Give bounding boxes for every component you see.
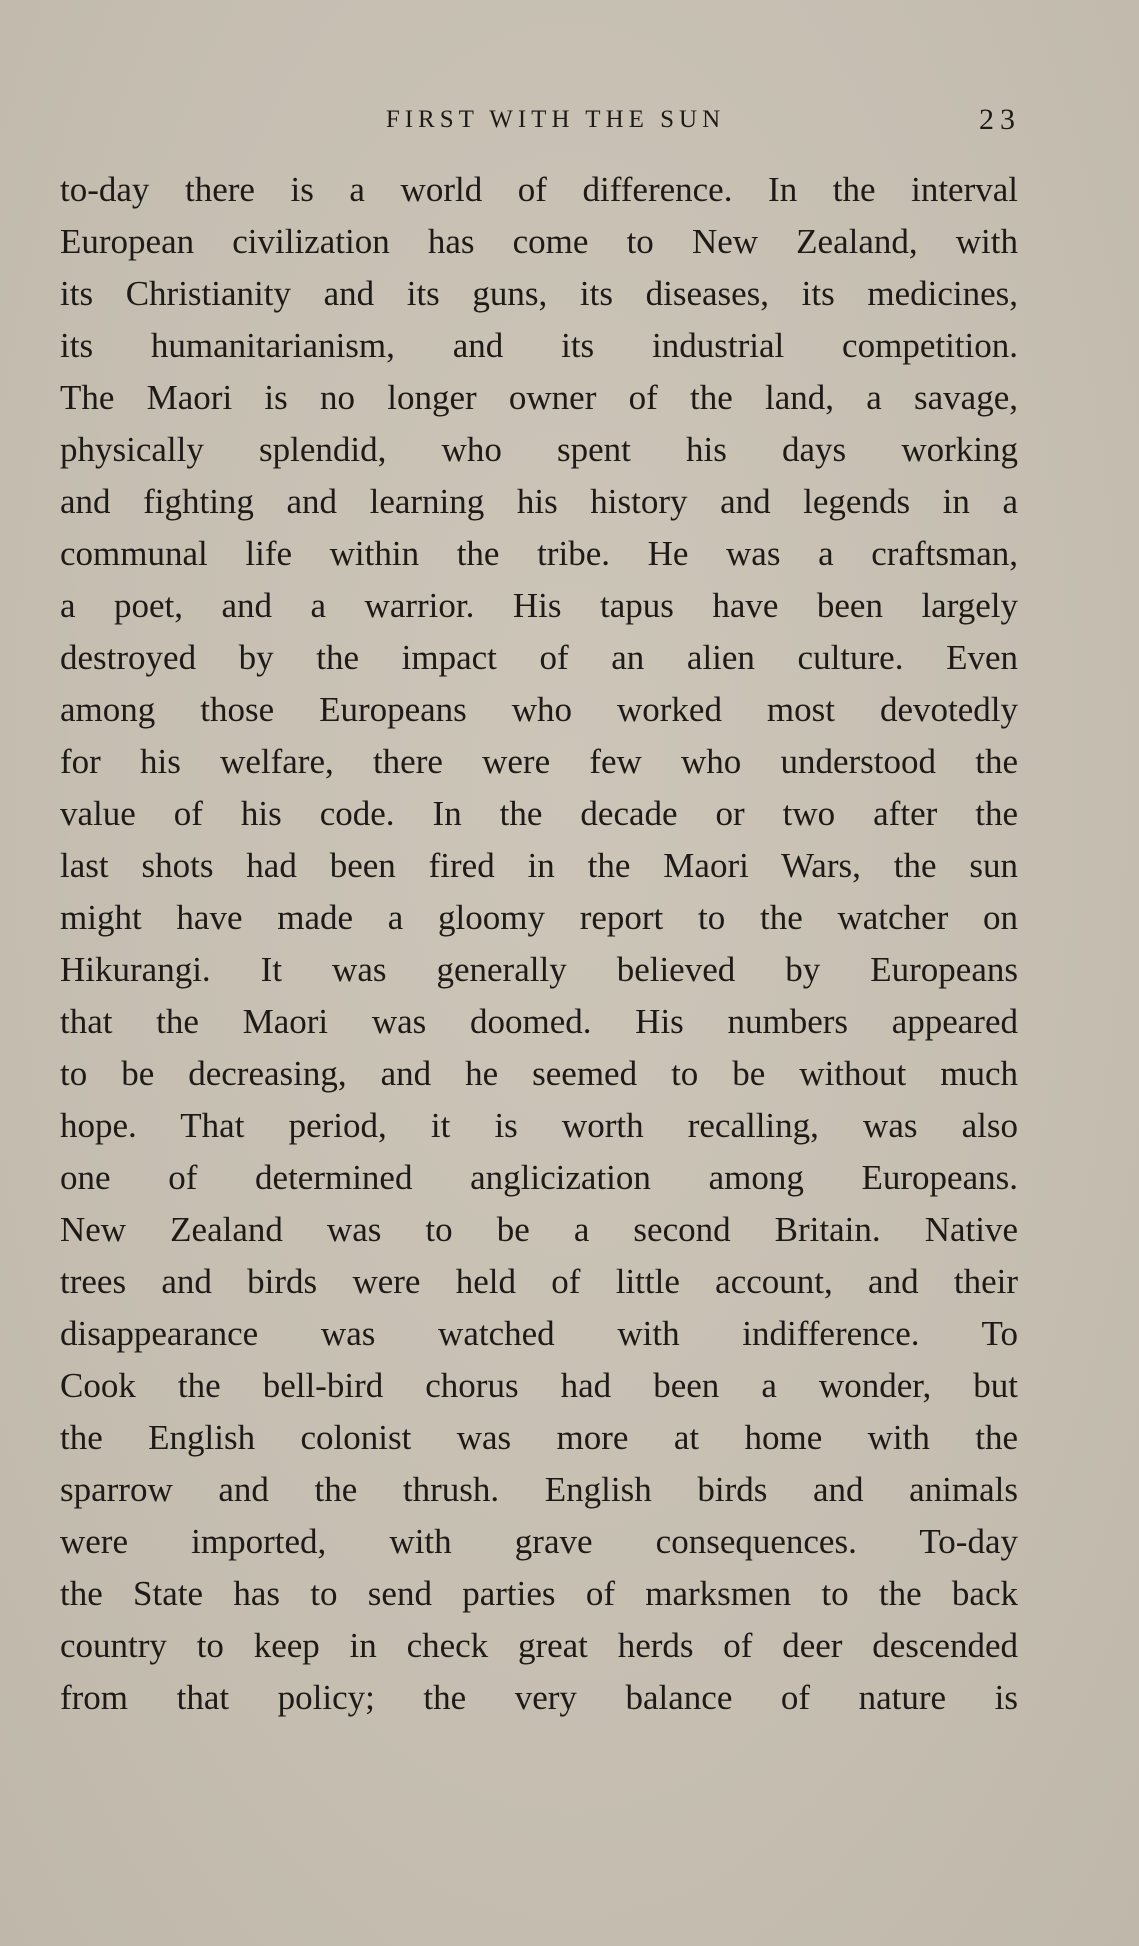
text-line: from that policy; the very balance of nature is — [60, 1678, 1018, 1717]
text-line: to-day there is a world of difference. In the interval — [60, 170, 1018, 209]
text-line: among those Europeans who worked most devotedly — [60, 690, 1018, 729]
text-line: The Maori is no longer owner of the land, a savage, — [60, 378, 1018, 417]
text-line: one of determined anglicization among Europeans. — [60, 1158, 1018, 1197]
text-line: sparrow and the thrush. English birds and animals — [60, 1470, 1018, 1509]
text-line: Hikurangi. It was generally believed by Europeans — [60, 950, 1018, 989]
text-line: its Christianity and its guns, its diseases, its medicines, — [60, 274, 1018, 313]
text-line: for his welfare, there were few who understood the — [60, 742, 1018, 781]
text-line: Cook the bell-bird chorus had been a wonder, but — [60, 1366, 1018, 1405]
text-line: value of his code. In the decade or two after the — [60, 794, 1018, 833]
text-line: might have made a gloomy report to the watcher on — [60, 898, 1018, 937]
text-line: destroyed by the impact of an alien culture. Even — [60, 638, 1018, 677]
text-line: New Zealand was to be a second Britain. Native — [60, 1210, 1018, 1249]
text-line: communal life within the tribe. He was a craftsman, — [60, 534, 1018, 573]
text-line: disappearance was watched with indifference. To — [60, 1314, 1018, 1353]
text-line: to be decreasing, and he seemed to be without much — [60, 1054, 1018, 1093]
text-line: the English colonist was more at home with the — [60, 1418, 1018, 1457]
body-paragraph — [60, 164, 1018, 1724]
text-line: the State has to send parties of marksmen to the back — [60, 1574, 1018, 1613]
text-line: were imported, with grave consequences. To-day — [60, 1522, 1018, 1561]
text-line: hope. That period, it is worth recalling, was also — [60, 1106, 1018, 1145]
running-head — [60, 100, 1021, 140]
text-line: that the Maori was doomed. His numbers appeared — [60, 1002, 1018, 1041]
text-line: European civilization has come to New Zealand, with — [60, 222, 1018, 261]
text-line: trees and birds were held of little account, and their — [60, 1262, 1018, 1301]
page-number: 23 — [979, 103, 1021, 136]
text-line: physically splendid, who spent his days working — [60, 430, 1018, 469]
text-line: its humanitarianism, and its industrial competition. — [60, 326, 1018, 365]
text-line: and fighting and learning his history and legends in a — [60, 482, 1018, 521]
text-line: country to keep in check great herds of deer descended — [60, 1626, 1018, 1665]
running-head-title: FIRST WITH THE SUN — [385, 106, 726, 133]
text-line: a poet, and a warrior. His tapus have been largely — [60, 586, 1018, 625]
text-line: last shots had been fired in the Maori Wars, the sun — [60, 846, 1018, 885]
